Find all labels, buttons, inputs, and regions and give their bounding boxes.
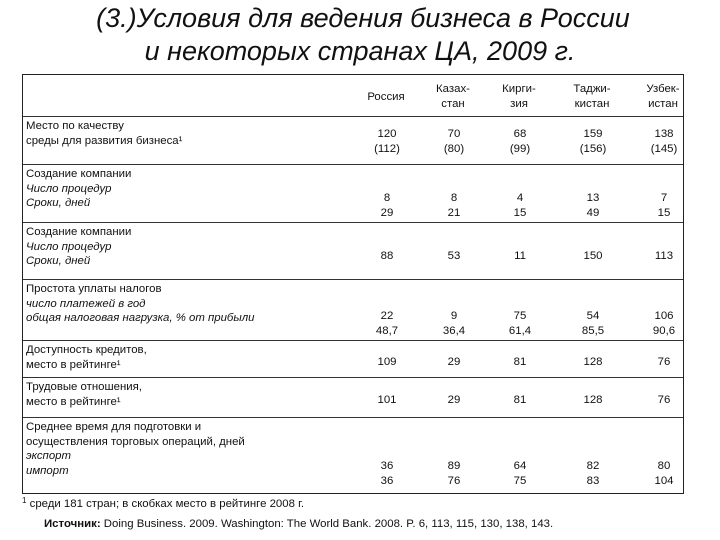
cell-value-line: 11: [514, 249, 526, 262]
table-cell-value: [629, 309, 699, 338]
table-cell-value: [558, 249, 628, 264]
cell-value-line: (99): [509, 142, 531, 155]
column-header-line: кистан: [574, 97, 610, 110]
slide-title: [0, 2, 720, 67]
table-cell-value: [629, 191, 699, 220]
table-row: [23, 377, 683, 418]
cell-value-line: 159: [583, 128, 603, 140]
table-header: [22, 74, 682, 116]
column-header-line: Казах-: [436, 83, 470, 95]
table-row: [23, 279, 683, 341]
table-cell-value: [558, 127, 628, 156]
table-cell-value: [558, 191, 628, 220]
row-label-line: осуществления торговых операций, дней: [26, 435, 245, 448]
row-sublabel-line: общая налоговая нагрузка, % от прибыли: [26, 312, 255, 324]
table-row: [23, 222, 683, 280]
cell-value-line: 109: [377, 355, 397, 368]
row-label-line: Простота уплаты налогов: [26, 283, 162, 295]
table-cell-value: [419, 191, 489, 220]
cell-value-line: 36: [380, 474, 394, 487]
cell-value-line: 120: [377, 128, 397, 140]
cell-value-line: 76: [657, 394, 671, 406]
cell-value-line: 53: [447, 249, 461, 262]
cell-value-line: 68: [513, 128, 527, 140]
table-cell-value: [419, 393, 489, 408]
table-cell-value: [558, 459, 628, 488]
table-cell-value: [485, 355, 555, 370]
table-row: [23, 340, 683, 378]
table-cell-value: [485, 459, 555, 488]
cell-value-line: 128: [583, 355, 603, 368]
row-label-line: Доступность кредитов,: [26, 344, 147, 356]
footnote-mark: 1: [22, 496, 27, 505]
row-label-line: среды для развития бизнеса¹: [26, 134, 183, 147]
table-cell-value: [485, 127, 555, 156]
row-label-line: Создание компании: [26, 226, 132, 238]
table-cell-value: [352, 393, 422, 408]
cell-value-line: 80: [657, 460, 671, 472]
source-text: Doing Business. 2009. Washington: The World Bank. 2008. P. 6, 113, 115, 130, 138, 143.: [103, 518, 554, 530]
cell-value-line: 81: [513, 394, 527, 406]
source-label: Источник:: [44, 518, 101, 530]
table-cell-value: [352, 249, 422, 264]
table-cell-value: [558, 393, 628, 408]
table-cell-value: [352, 309, 422, 338]
cell-value-line: 90,6: [652, 324, 676, 337]
cell-value-line: 75: [513, 310, 527, 322]
table-cell-value: [629, 127, 699, 156]
row-label: [26, 119, 336, 148]
row-sublabel-line: импорт: [26, 464, 69, 477]
column-header: [628, 82, 698, 111]
cell-value-line: 15: [657, 206, 671, 219]
table-cell-value: [485, 191, 555, 220]
table-cell-value: [629, 249, 699, 264]
row-label-line: место в рейтинге¹: [26, 395, 121, 408]
cell-value-line: 22: [380, 310, 394, 322]
table-cell-value: [352, 355, 422, 370]
column-header-line: зия: [510, 97, 528, 110]
cell-value-line: 82: [586, 460, 600, 472]
cell-value-line: 15: [513, 206, 527, 219]
title-line-1: (3.)Условия для ведения бизнеса в России: [96, 3, 630, 33]
cell-value-line: 54: [586, 310, 600, 322]
cell-value-line: 88: [380, 249, 394, 262]
row-label: [26, 167, 336, 211]
row-label-line: Среднее время для подготовки и: [26, 421, 202, 433]
row-label: [26, 282, 336, 326]
table-cell-value: [558, 355, 628, 370]
row-sublabel-line: Число процедур: [26, 182, 112, 195]
table-cell-value: [419, 309, 489, 338]
cell-value-line: 83: [586, 474, 600, 487]
row-sublabel-line: Сроки, дней: [26, 197, 91, 209]
cell-value-line: 128: [583, 394, 603, 406]
row-label-line: Трудовые отношения,: [26, 381, 142, 393]
cell-value-line: 64: [513, 460, 527, 472]
table-cell-value: [419, 459, 489, 488]
row-label-line: место в рейтинге¹: [26, 358, 121, 371]
column-header-line: Узбек-: [646, 83, 680, 95]
row-label: [26, 343, 336, 372]
cell-value-line: 76: [447, 474, 461, 487]
column-header-line: стан: [441, 97, 465, 110]
column-header-line: Россия: [367, 91, 405, 103]
cell-value-line: 101: [377, 394, 397, 406]
cell-value-line: 150: [583, 249, 603, 262]
row-sublabel-line: Сроки, дней: [26, 255, 91, 267]
row-label-line: Место по качеству: [26, 120, 124, 132]
column-header: [418, 82, 488, 111]
cell-value-line: (156): [579, 142, 607, 155]
cell-value-line: 48,7: [375, 324, 399, 337]
cell-value-line: 113: [654, 249, 674, 262]
table-cell-value: [629, 459, 699, 488]
column-header-line: Таджи-: [573, 83, 611, 95]
cell-value-line: 4: [516, 192, 524, 204]
cell-value-line: (80): [443, 142, 465, 155]
cell-value-line: (145): [650, 142, 678, 155]
cell-value-line: 106: [654, 310, 674, 322]
row-label: [26, 420, 336, 478]
cell-value-line: 13: [586, 192, 600, 204]
column-header-line: Кирги-: [502, 83, 536, 95]
cell-value-line: 85,5: [581, 324, 605, 337]
table-cell-value: [352, 459, 422, 488]
cell-value-line: 104: [654, 474, 674, 487]
cell-value-line: 75: [513, 474, 527, 487]
column-header: [557, 82, 627, 111]
cell-value-line: 138: [654, 128, 674, 140]
footnote-text: среди 181 стран; в скобках место в рейтинге 2008 г.: [29, 498, 305, 510]
column-header: [351, 90, 421, 105]
table-cell-value: [485, 393, 555, 408]
row-label-line: Создание компании: [26, 168, 132, 180]
footnote: [22, 496, 304, 510]
table-cell-value: [629, 393, 699, 408]
row-label: [26, 225, 336, 269]
title-line-2: и некоторых странах ЦА, 2009 г.: [144, 36, 576, 66]
cell-value-line: 8: [383, 192, 391, 204]
cell-value-line: 21: [447, 206, 461, 219]
table-cell-value: [629, 355, 699, 370]
cell-value-line: 8: [450, 192, 458, 204]
row-sublabel-line: Число процедур: [26, 240, 112, 253]
row-sublabel-line: экспорт: [26, 450, 71, 462]
table-cell-value: [485, 309, 555, 338]
cell-value-line: (112): [374, 142, 400, 155]
cell-value-line: 29: [447, 355, 461, 368]
table-cell-value: [419, 355, 489, 370]
row-label: [26, 380, 336, 409]
table-row: [23, 164, 683, 223]
table-cell-value: [419, 249, 489, 264]
cell-value-line: 76: [657, 355, 671, 368]
data-table: [22, 74, 686, 495]
cell-value-line: 29: [447, 394, 461, 406]
source-note: [44, 518, 553, 530]
table-cell-value: [558, 309, 628, 338]
table-cell-value: [352, 127, 422, 156]
cell-value-line: 81: [513, 355, 527, 368]
cell-value-line: 49: [586, 206, 600, 219]
cell-value-line: 70: [447, 128, 461, 140]
cell-value-line: 29: [380, 206, 394, 219]
column-header-line: истан: [648, 97, 678, 110]
cell-value-line: 7: [660, 192, 668, 204]
row-sublabel-line: число платежей в год: [26, 297, 146, 310]
cell-value-line: 61,4: [508, 324, 532, 337]
cell-value-line: 36,4: [442, 324, 466, 337]
cell-value-line: 89: [447, 460, 461, 472]
table-row: [23, 116, 683, 165]
cell-value-line: 9: [450, 310, 458, 322]
cell-value-line: 36: [380, 460, 394, 472]
column-header: [484, 82, 554, 111]
table-cell-value: [419, 127, 489, 156]
table-cell-value: [352, 191, 422, 220]
table-cell-value: [485, 249, 555, 264]
table-row: [23, 417, 683, 493]
